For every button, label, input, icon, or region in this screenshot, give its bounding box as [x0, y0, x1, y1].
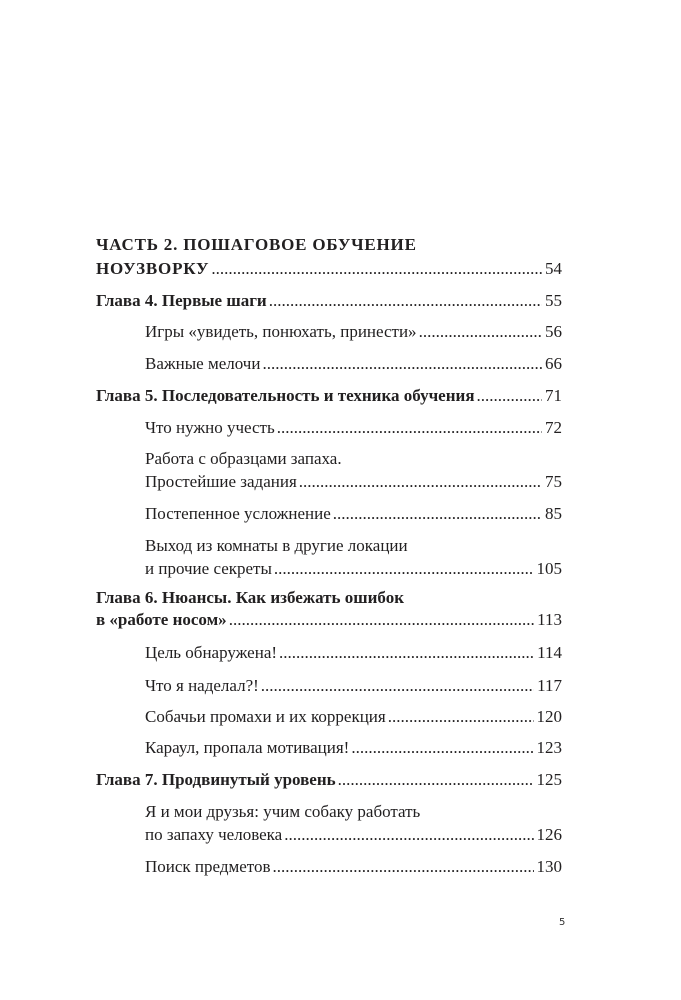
part-title-line: НОУЗВОРКУ — [96, 259, 210, 278]
dot-leader — [351, 736, 533, 759]
entry-page-number: 85 — [545, 503, 562, 523]
section-title: Цель обнаружена! — [145, 642, 278, 662]
toc-section-entry — [145, 674, 562, 697]
chapter-title: Глава 5. Последовательность и техника обучения — [96, 385, 475, 405]
toc-section-entry — [145, 736, 562, 759]
dot-leader — [269, 289, 542, 312]
toc-section-entry — [145, 320, 562, 343]
section-title: Караул, пропала мотивация! — [145, 737, 350, 757]
section-title-line: Выход из комнаты в другие локации — [145, 535, 408, 555]
toc-chapter-entry — [96, 384, 562, 407]
toc-section-entry — [145, 705, 562, 728]
chapter-title-line: в «работе носом» — [96, 610, 227, 629]
entry-page-number: 123 — [536, 737, 562, 757]
toc-section-entry — [145, 855, 562, 878]
toc-section-entry — [145, 447, 562, 493]
dot-leader — [388, 705, 534, 728]
dot-leader — [277, 416, 542, 439]
dot-leader — [273, 855, 534, 878]
section-title: Постепенное усложнение — [145, 503, 331, 523]
dot-leader — [284, 823, 533, 846]
entry-page-number: 125 — [536, 769, 562, 789]
chapter-title: Глава 7. Продвинутый уровень — [96, 769, 336, 789]
toc-chapter-entry — [96, 587, 562, 631]
section-title-line: и прочие секреты — [145, 558, 272, 578]
dot-leader — [274, 557, 534, 580]
section-title: Игры «увидеть, понюхать, принести» — [145, 321, 417, 341]
entry-page-number: 75 — [545, 471, 562, 491]
section-title-line: по запаху человека — [145, 824, 283, 844]
section-title: Поиск предметов — [145, 856, 271, 876]
entry-page-number: 113 — [537, 610, 562, 629]
section-title: Важные мелочи — [145, 353, 261, 373]
entry-page-number: 126 — [536, 824, 562, 844]
dot-leader — [229, 609, 534, 631]
dot-leader — [338, 768, 534, 791]
chapter-title: Глава 4. Первые шаги — [96, 290, 267, 310]
dot-leader — [477, 384, 542, 407]
toc-chapter-entry — [96, 768, 562, 791]
toc-section-entry — [145, 641, 562, 664]
toc-section-entry — [145, 534, 562, 580]
entry-page-number: 66 — [545, 353, 562, 373]
entry-page-number: 130 — [536, 856, 562, 876]
section-title-line: Простейшие задания — [145, 471, 297, 491]
entry-page-number: 71 — [545, 385, 562, 405]
entry-page-number: 105 — [536, 558, 562, 578]
dot-leader — [419, 320, 542, 343]
dot-leader — [299, 470, 542, 493]
dot-leader — [261, 674, 534, 697]
dot-leader — [333, 502, 542, 525]
entry-page-number: 117 — [537, 675, 562, 695]
dot-leader — [279, 641, 534, 664]
page-number: 5 — [559, 917, 566, 928]
part-title-line: ЧАСТЬ 2. ПОШАГОВОЕ ОБУЧЕНИЕ — [96, 235, 417, 254]
dot-leader — [211, 257, 542, 281]
toc-section-entry — [145, 502, 562, 525]
entry-page-number: 56 — [545, 321, 562, 341]
entry-page-number: 55 — [545, 290, 562, 310]
chapter-title-line: Глава 6. Нюансы. Как избежать ошибок — [96, 588, 404, 607]
toc-part-entry — [96, 233, 562, 281]
toc-section-entry — [145, 352, 562, 375]
entry-page-number: 54 — [545, 259, 562, 278]
toc-section-entry — [145, 800, 562, 846]
entry-page-number: 120 — [536, 706, 562, 726]
section-title: Что я наделал?! — [145, 675, 259, 695]
section-title-line: Я и мои друзья: учим собаку работать — [145, 801, 421, 821]
toc-section-entry — [145, 416, 562, 439]
section-title: Что нужно учесть — [145, 417, 275, 437]
section-title-line: Работа с образцами запаха. — [145, 448, 342, 468]
section-title: Собачьи промахи и их коррекция — [145, 706, 386, 726]
toc-chapter-entry — [96, 289, 562, 312]
dot-leader — [262, 352, 542, 375]
entry-page-number: 114 — [537, 642, 562, 662]
entry-page-number: 72 — [545, 417, 562, 437]
